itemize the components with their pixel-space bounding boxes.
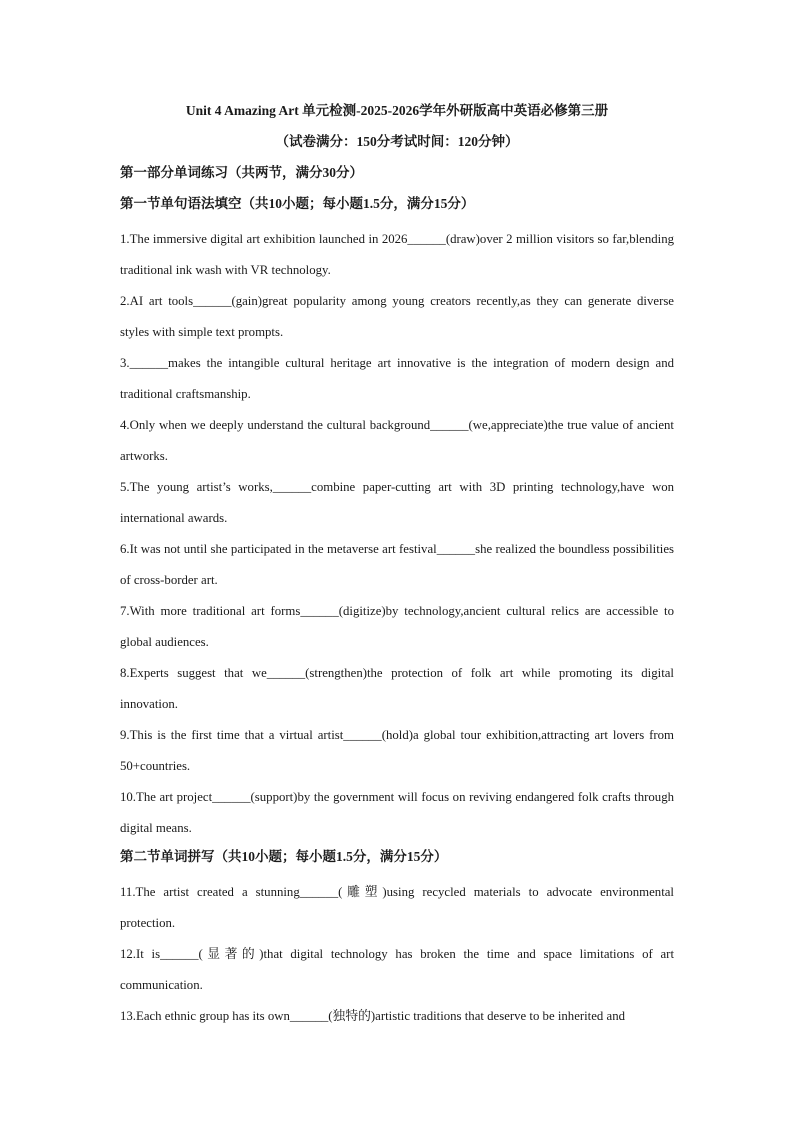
question-1: 1.The immersive digital art exhibition launched in 2026______(draw)over 2 million visitors so far,blending traditional ink wash with VR technology.	[120, 232, 674, 277]
section-1-heading: 第一节单句语法填空（共10小题；每小题1.5分，满分15分）	[120, 196, 475, 211]
exam-page	[120, 100, 674, 1032]
question-11: 11.The artist created a stunning______(雕塑)using recycled materials to advocate environmental protection.	[120, 885, 674, 930]
section-2-heading: 第二节单词拼写（共10小题；每小题1.5分，满分15分）	[120, 849, 448, 864]
question-4: 4.Only when we deeply understand the cultural background______(we,appreciate)the true value of ancient artworks.	[120, 418, 674, 463]
question-8: 8.Experts suggest that we______(strengthen)the protection of folk art while promoting its digital innovation.	[120, 666, 674, 711]
question-9: 9.This is the first time that a virtual artist______(hold)a global tour exhibition,attracting art lovers from 50+countries.	[120, 728, 674, 773]
question-5: 5.The young artist’s works,______combine paper-cutting art with 3D printing technology,have won international awards.	[120, 480, 674, 525]
exam-subtitle: （试卷满分：150分考试时间：120分钟）	[275, 134, 519, 149]
exam-title: Unit 4 Amazing Art 单元检测-2025-2026学年外研版高中英语必修第三册	[185, 103, 609, 118]
question-3: 3.______makes the intangible cultural heritage art innovative is the integration of modern design and traditional craftsmanship.	[120, 356, 674, 401]
question-13: 13.Each ethnic group has its own______(独特的)artistic traditions that deserve to be inherited and	[120, 1009, 625, 1023]
question-6: 6.It was not until she participated in the metaverse art festival______she realized the boundless possibilities of cross-border art.	[120, 542, 674, 587]
question-2: 2.AI art tools______(gain)great popularity among young creators recently,as they can generate diverse styles with simple text prompts.	[120, 294, 674, 339]
question-7: 7.With more traditional art forms______(digitize)by technology,ancient cultural relics are accessible to global audiences.	[120, 604, 674, 649]
question-12: 12.It is______(显著的)that digital technology has broken the time and space limitations of art communication.	[120, 947, 674, 992]
question-10: 10.The art project______(support)by the government will focus on reviving endangered folk crafts through digital means.	[120, 790, 674, 835]
part-1-heading: 第一部分单词练习（共两节，满分30分）	[120, 165, 363, 180]
